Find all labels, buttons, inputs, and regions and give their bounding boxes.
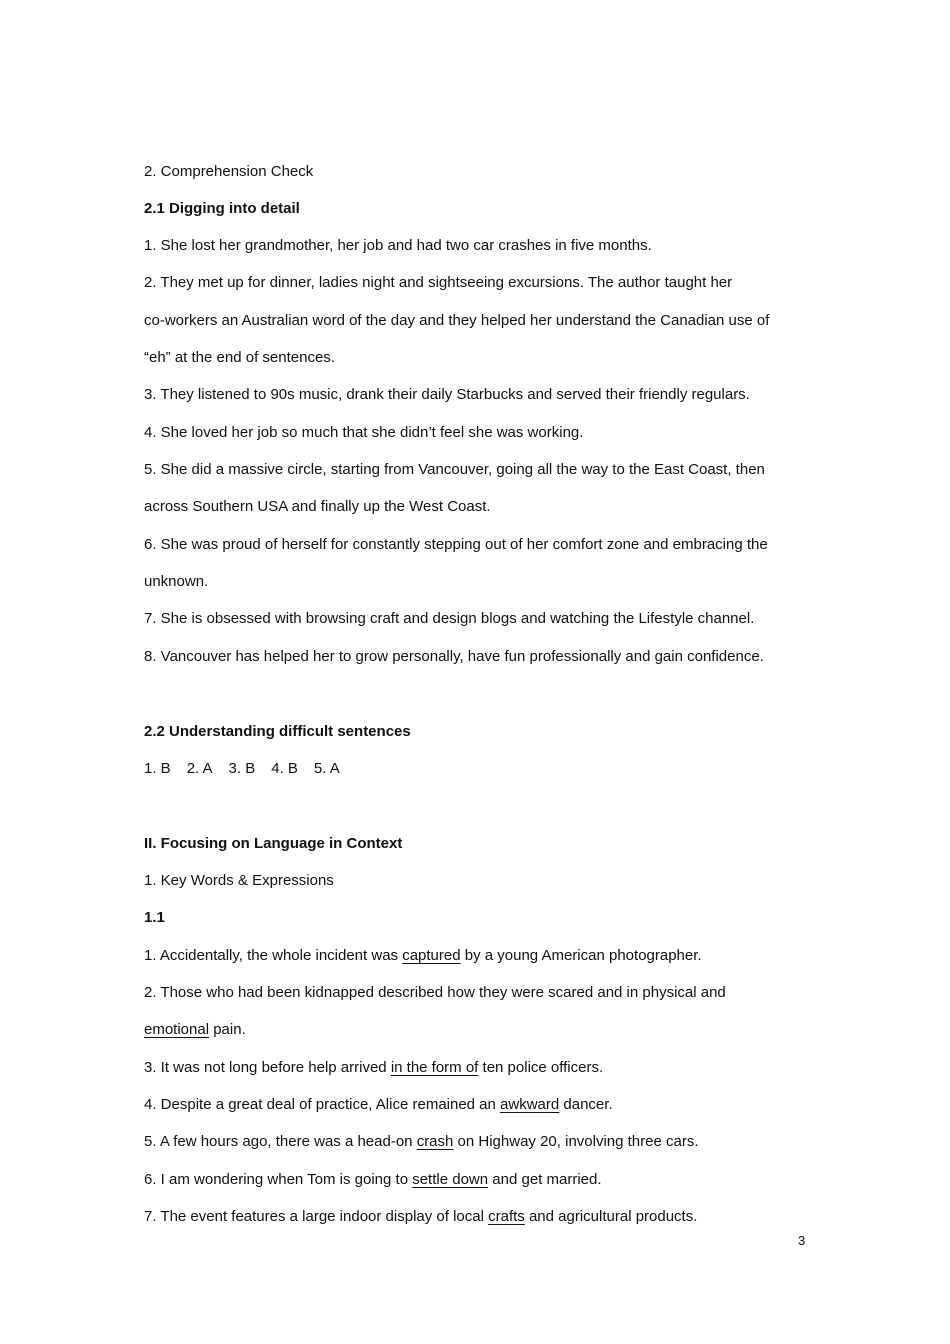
answer-item: 4. B [271,760,298,777]
section-heading: 2. Comprehension Check [144,163,314,180]
example-sentence [144,1095,613,1115]
key-word: captured [402,947,461,964]
answer-item: 5. A [313,760,340,777]
answer-line: 1. She lost her grandmother, her job and had two car crashes in five months. [144,237,652,254]
example-sentence: 2. Those who had been kidnapped described how they were scared and in physical and [144,984,726,1001]
answer-line: 7. She is obsessed with browsing craft and design blogs and watching the Lifestyle channel. [144,610,755,627]
part-heading: II. Focusing on Language in Context [144,835,403,852]
sentence-text: by a young American photographer. [460,947,702,964]
subsection-heading: 2.2 Understanding difficult sentences [144,723,411,740]
answer-line: “eh” at the end of sentences. [144,349,335,366]
sentence-text: 6. I am wondering when Tom is going to [144,1171,413,1188]
answer-line: 5. She did a massive circle, starting from Vancouver, going all the way to the East Coast, then [144,461,765,478]
key-word: crafts [488,1208,525,1225]
answer-line: 8. Vancouver has helped her to grow personally, have fun professionally and gain confidence. [144,648,764,665]
example-sentence [144,1132,699,1152]
sentence-text: pain. [209,1021,246,1038]
example-sentence [144,1170,602,1190]
sentence-text: 7. The event features a large indoor display of local [144,1208,489,1225]
key-word: settle down [412,1171,489,1188]
sentence-text: ten police officers. [478,1059,604,1076]
subsection-heading: 1.1 [144,909,165,926]
answer-line: 4. She loved her job so much that she didn’t feel she was working. [144,424,584,441]
subsection-heading: 2.1 Digging into detail [144,200,300,217]
key-word: awkward [500,1096,560,1113]
page-number: 3 [798,1233,806,1248]
sentence-text: 1. Accidentally, the whole incident was [144,947,403,964]
answer-line: co-workers an Australian word of the day and they helped her understand the Canadian use of [144,312,770,329]
answer-item: 1. B [144,760,171,777]
key-word: emotional [144,1021,210,1038]
example-sentence [144,1207,697,1227]
answer-line: across Southern USA and finally up the West Coast. [144,498,491,515]
sentence-text: dancer. [559,1096,613,1113]
sentence-text: on Highway 20, involving three cars. [453,1133,699,1150]
answer-item: 2. A [186,760,213,777]
answer-item: 3. B [228,760,256,777]
sentence-text: 5. A few hours ago, there was a head-on [144,1133,417,1150]
key-word: in the form of [390,1059,479,1076]
example-sentence [144,946,702,966]
sentence-text: 3. It was not long before help arrived [144,1059,391,1076]
sentence-text: and get married. [488,1171,602,1188]
answer-line: unknown. [144,573,209,590]
answer-line: 3. They listened to 90s music, drank their daily Starbucks and served their friendly regulars. [144,386,750,403]
sentence-text: and agricultural products. [524,1208,698,1225]
answer-line: 6. She was proud of herself for constantly stepping out of her comfort zone and embracing the [144,536,768,553]
answer-key [144,759,356,779]
sentence-text: 4. Despite a great deal of practice, Alice remained an [144,1096,501,1113]
section-heading: 1. Key Words & Expressions [144,872,334,889]
key-word: crash [416,1133,454,1150]
example-sentence [144,1020,246,1040]
example-sentence [144,1058,603,1078]
answer-line: 2. They met up for dinner, ladies night and sightseeing excursions. The author taught her [144,274,733,291]
